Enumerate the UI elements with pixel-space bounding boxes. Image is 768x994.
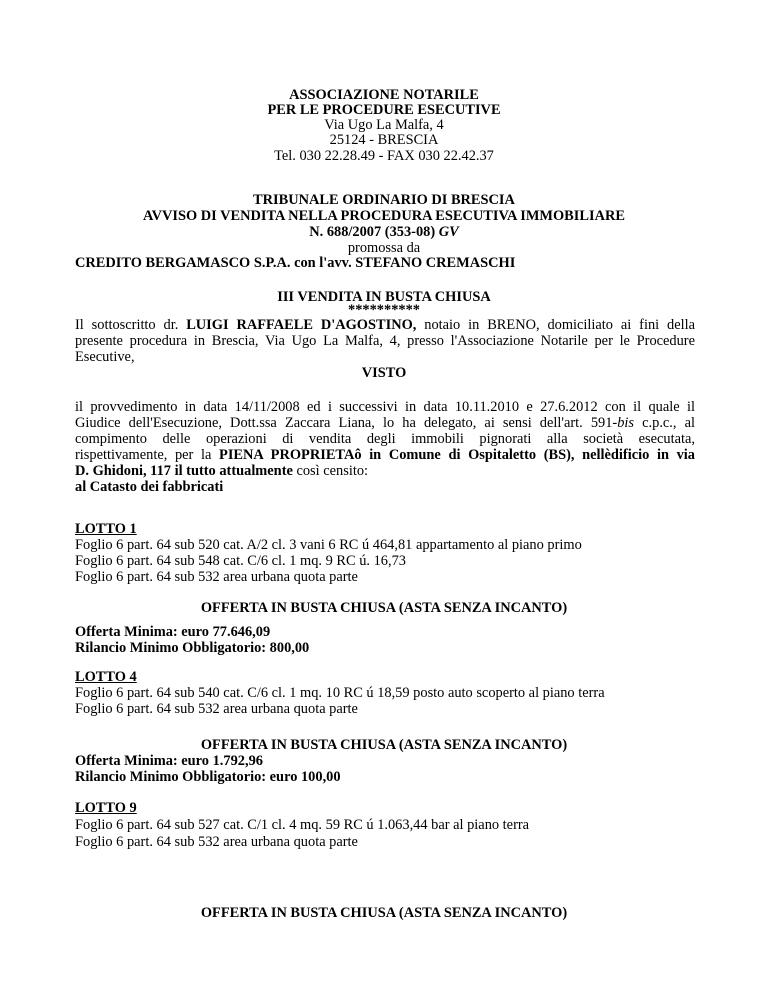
- body-line-2: [75, 415, 695, 432]
- lotto-4-line-2: Foglio 6 part. 64 sub 532 area urbana quota parte: [75, 701, 358, 717]
- body-line-2-bis: bis: [617, 415, 635, 431]
- lotto-9-line-2: Foglio 6 part. 64 sub 532 area urbana quota parte: [75, 834, 358, 850]
- creditor: CREDITO BERGAMASCO S.P.A. con l'avv. STEFANO CREMASCHI: [75, 255, 516, 271]
- lotto-4-title: LOTTO 4: [75, 669, 137, 685]
- lotto-1-rilancio: Rilancio Minimo Obbligatorio: 800,00: [75, 640, 310, 656]
- intro-line-3: Esecutive,: [75, 349, 135, 365]
- promoted-by: promossa da: [347, 240, 421, 256]
- body-line-5-a: D. Ghidoni, 117 il tutto attualmente: [75, 463, 293, 479]
- lotto-9-offer-heading: OFFERTA IN BUSTA CHIUSA (ASTA SENZA INCANTO): [200, 905, 568, 921]
- lotto-4-offer-heading: OFFERTA IN BUSTA CHIUSA (ASTA SENZA INCANTO): [200, 737, 568, 753]
- lotto-1-line-1: Foglio 6 part. 64 sub 520 cat. A/2 cl. 3 vani 6 RC ú 464,81 appartamento al piano primo: [75, 537, 582, 553]
- org-name-line2: PER LE PROCEDURE ESECUTIVE: [267, 102, 501, 118]
- body-line-6: al Catasto dei fabbricati: [75, 479, 224, 495]
- lotto-1-line-3: Foglio 6 part. 64 sub 532 area urbana quota parte: [75, 569, 358, 585]
- notice-title: AVVISO DI VENDITA NELLA PROCEDURA ESECUTIVA IMMOBILIARE: [143, 208, 625, 224]
- org-address: Via Ugo La Malfa, 4: [324, 117, 444, 133]
- visto-heading: VISTO: [361, 365, 407, 381]
- intro-text-a: Il sottoscritto dr.: [75, 317, 187, 333]
- separator-stars: **********: [348, 302, 420, 318]
- body-line-3: compimento delle operazioni di vendita degli immobili pignorati alla società esecutata,: [75, 431, 695, 447]
- lotto-4-min-offer: Offerta Minima: euro 1.792,96: [75, 753, 263, 769]
- body-line-5-b: così censito:: [292, 463, 369, 479]
- body-line-1: il provvedimento in data 14/11/2008 ed i successivi in data 10.11.2010 e 27.6.2012 con il quale il: [75, 399, 695, 415]
- intro-line-1: [75, 317, 695, 334]
- intro-line-2: presente procedura in Brescia, Via Ugo La Malfa, 4, presso l'Associazione Notarile per le Procedure: [75, 333, 695, 349]
- body-line-5: [75, 463, 695, 480]
- org-phone: Tel. 030 22.28.49 - FAX 030 22.42.37: [274, 148, 494, 164]
- procedure-number-suffix: GV: [438, 224, 459, 240]
- procedure-number-text: N. 688/2007 (353-08): [309, 224, 436, 240]
- lotto-1-offer-heading: OFFERTA IN BUSTA CHIUSA (ASTA SENZA INCANTO): [200, 600, 568, 616]
- notary-name: LUIGI RAFFAELE D'AGOSTINO,: [186, 317, 417, 333]
- lotto-4-rilancio: Rilancio Minimo Obbligatorio: euro 100,00: [75, 769, 341, 785]
- procedure-number: [0, 224, 768, 241]
- lotto-9-line-1: Foglio 6 part. 64 sub 527 cat. C/1 cl. 4 mq. 59 RC ú 1.063,44 bar al piano terra: [75, 817, 530, 833]
- intro-text-c: notaio in BRENO, domiciliato ai fini della: [416, 317, 695, 333]
- court-title: TRIBUNALE ORDINARIO DI BRESCIA: [253, 192, 515, 208]
- sale-heading: III VENDITA IN BUSTA CHIUSA: [277, 289, 491, 305]
- org-name-line1: ASSOCIAZIONE NOTARILE: [289, 87, 479, 103]
- lotto-1-title: LOTTO 1: [75, 521, 137, 537]
- lotto-1-min-offer: Offerta Minima: euro 77.646,09: [75, 624, 271, 640]
- body-line-2-a: Giudice dell'Esecuzione, Dott.ssa Zaccara Liana, lo ha delegato, ai sensi dell'art. 591-: [75, 415, 618, 431]
- body-line-4-a: rispettivamente, per la: [75, 447, 220, 463]
- org-city: 25124 - BRESCIA: [329, 132, 439, 148]
- lotto-4-line-1: Foglio 6 part. 64 sub 540 cat. C/6 cl. 1 mq. 10 RC ú 18,59 posto auto scoperto al piano terra: [75, 685, 605, 701]
- lotto-1-line-2: Foglio 6 part. 64 sub 548 cat. C/6 cl. 1 mq. 9 RC ú. 16,73: [75, 553, 406, 569]
- body-line-4: [75, 447, 695, 464]
- body-line-4-b: PIENA PROPRIETAô in Comune di Ospitaletto (BS), nellèdificio in via: [219, 447, 695, 463]
- body-line-2-c: c.p.c., al: [634, 415, 695, 431]
- lotto-9-title: LOTTO 9: [75, 800, 137, 816]
